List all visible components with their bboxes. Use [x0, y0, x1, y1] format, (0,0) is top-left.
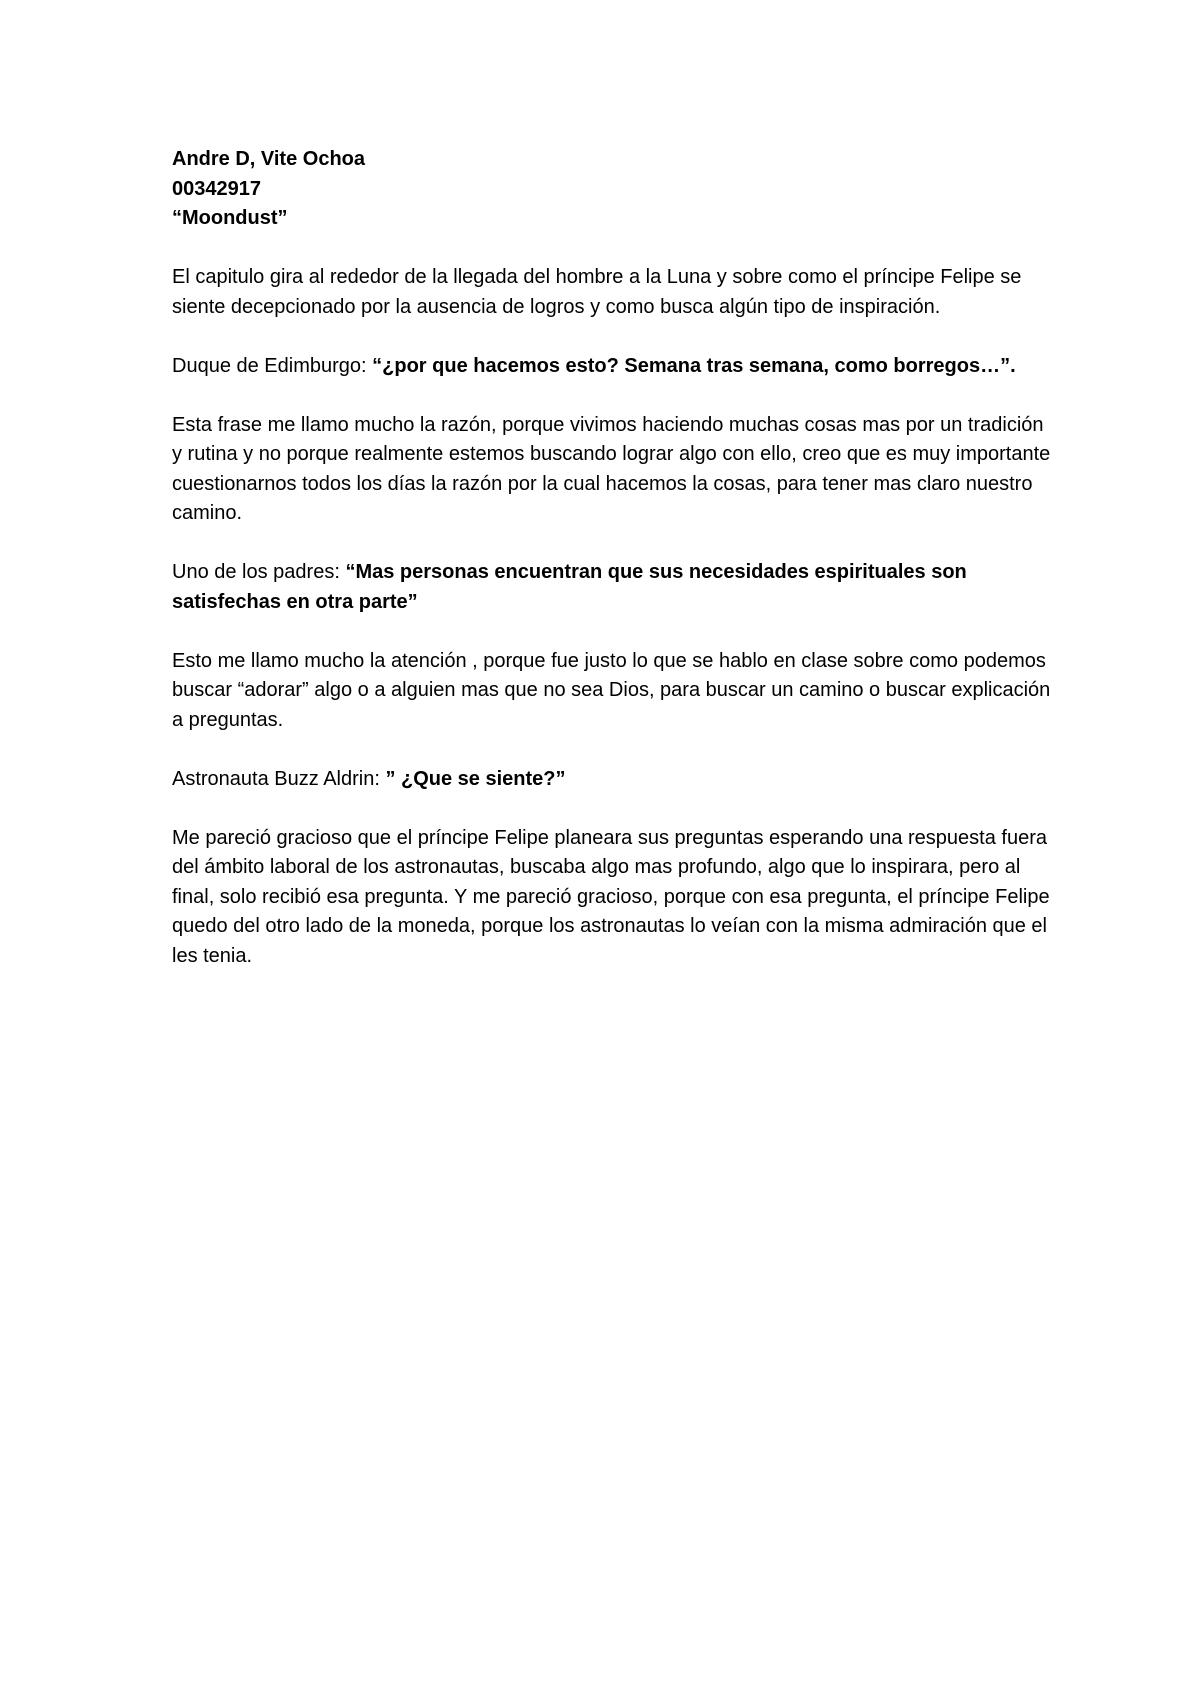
student-id: 00342917 — [172, 177, 261, 200]
quote-paragraph-3 — [172, 765, 1052, 795]
quote-text-1: “¿por que hacemos esto? Semana tras semana, como borregos…”. — [372, 354, 1016, 377]
quote-speaker-2: Uno de los padres: — [172, 561, 346, 583]
comment-paragraph-3: Me pareció gracioso que el príncipe Felipe planeara sus preguntas esperando una respuesta fuera del ámbito laboral de los astronautas, buscaba algo mas profundo, algo que lo inspirara, pero al final, solo recibió esa pregunta. Y me pareció gracioso, porque con esa pregunta, el príncipe Felipe quedo del otro lado de la moneda, porque los astronautas lo veían con la misma admiración que el les tenia. — [172, 826, 1050, 967]
author-name: Andre D, Vite Ochoa — [172, 148, 366, 170]
document-page — [172, 145, 1052, 1001]
intro-paragraph: El capitulo gira al rededor de la llegada del hombre a la Luna y sobre como el príncipe Felipe se siente decepcionado por la ausencia de logros y como busca algún tipo de inspiración. — [172, 266, 1022, 318]
document-title: “Moondust” — [172, 207, 288, 229]
quote-speaker-1: Duque de Edimburgo: — [172, 354, 373, 377]
quote-text-2: “Mas personas encuentran que sus necesidades espirituales son satisfechas en otra parte” — [172, 561, 967, 613]
comment-paragraph-1: Esta frase me llamo mucho la razón, porque vivimos haciendo muchas cosas mas por un tradición y rutina y no porque realmente estemos buscando lograr algo con ello, creo que es muy importante cuestionarnos todos los días la razón por la cual hacemos la cosas, para tener mas claro nuestro camino. — [172, 413, 1051, 524]
quote-text-3: ” ¿Que se siente?” — [385, 767, 566, 790]
quote-speaker-3: Astronauta Buzz Aldrin: — [172, 767, 386, 790]
document-header — [172, 145, 1052, 234]
comment-paragraph-2: Esto me llamo mucho la atención , porque fue justo lo que se hablo en clase sobre como podemos buscar “adorar” algo o a alguien mas que no sea Dios, para buscar un camino o buscar explicación a preguntas. — [172, 649, 1051, 731]
quote-paragraph-2 — [172, 558, 1052, 617]
quote-paragraph-1 — [172, 352, 1052, 382]
